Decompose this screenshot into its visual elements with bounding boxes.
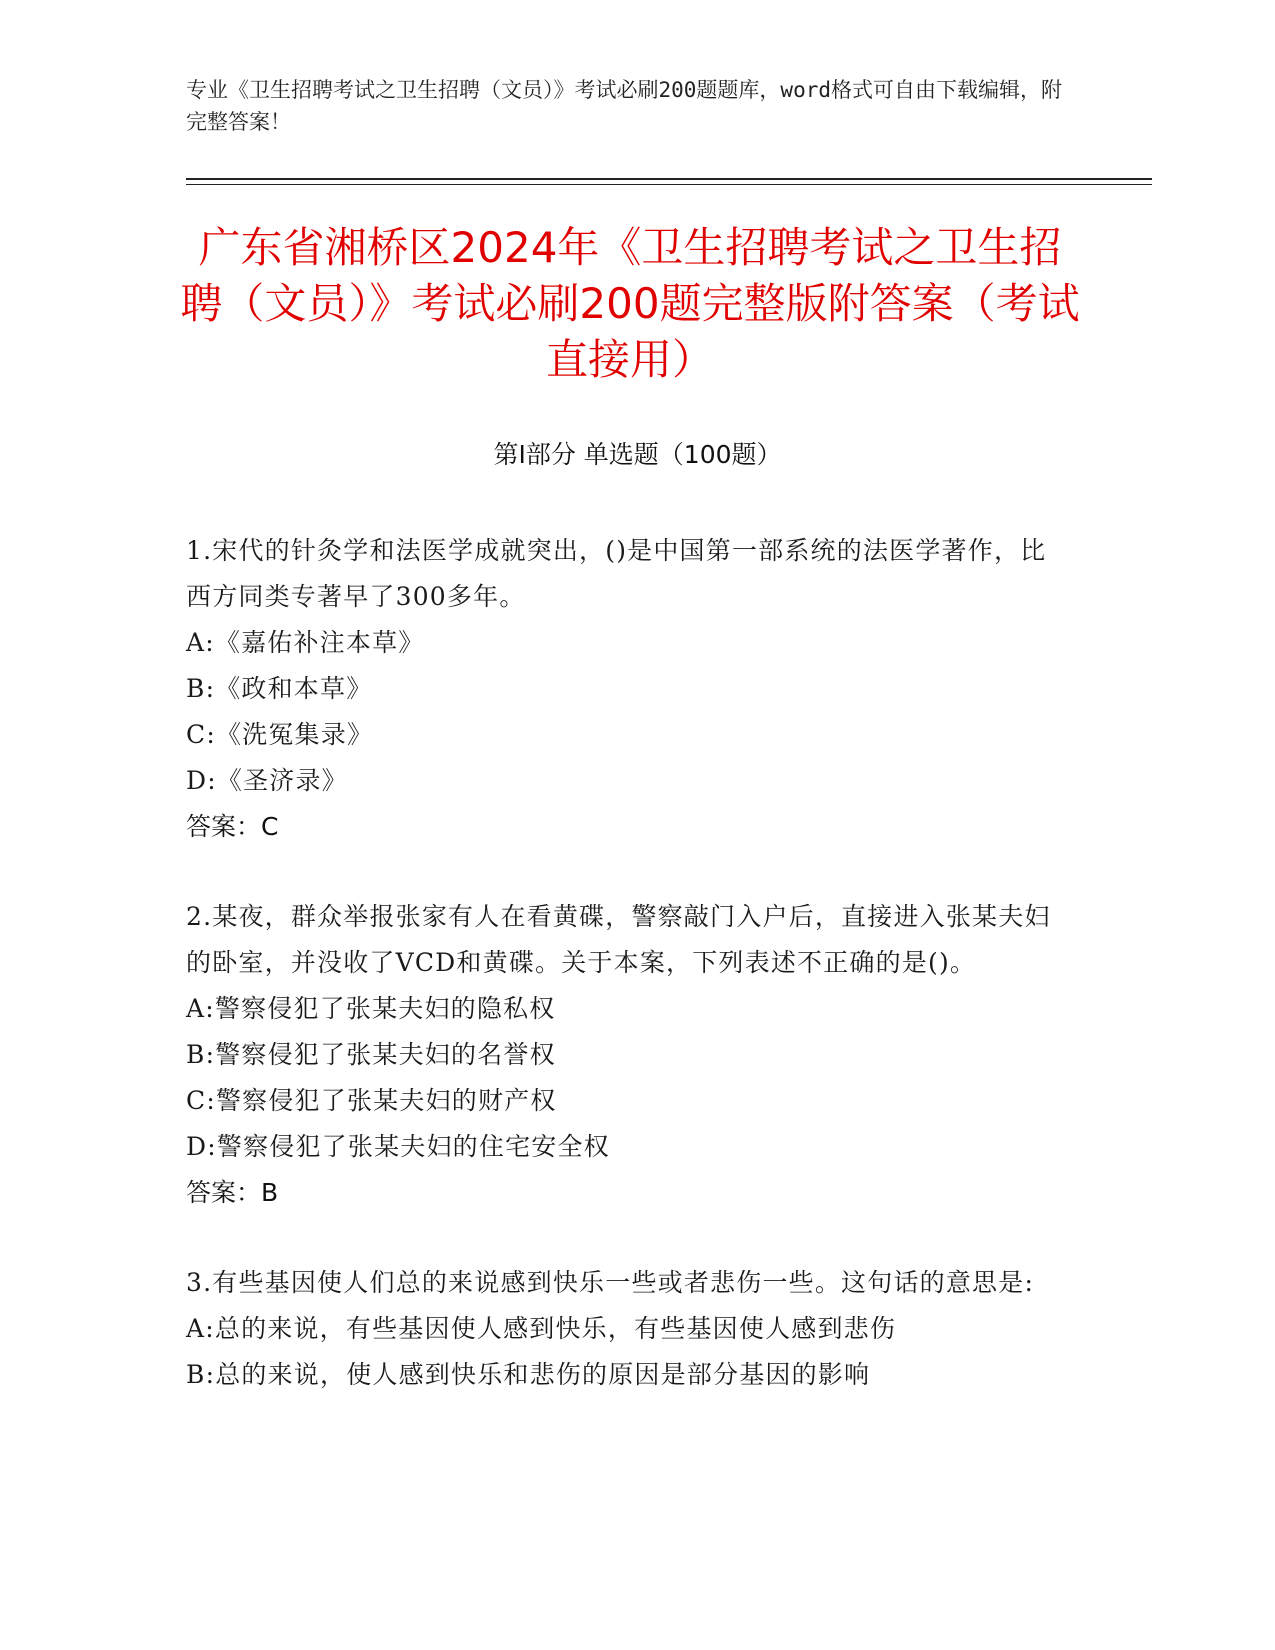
option-a: A:警察侵犯了张某夫妇的隐私权 xyxy=(186,994,556,1023)
option-c: C:《洗冤集录》 xyxy=(186,720,374,749)
option-a: A:《嘉佑补注本草》 xyxy=(186,628,425,657)
header-divider-thick xyxy=(186,178,1152,180)
option-b: B:总的来说，使人感到快乐和悲伤的原因是部分基因的影响 xyxy=(186,1360,871,1389)
option-c: C:警察侵犯了张某夫妇的财产权 xyxy=(186,1086,557,1115)
question-1 xyxy=(186,528,1066,850)
answer: 答案：C xyxy=(186,812,279,841)
answer: 答案：B xyxy=(186,1178,279,1207)
header-note: 专业《卫生招聘考试之卫生招聘（文员）》考试必刷200题题库，word格式可自由下载编辑，附完整答案！ xyxy=(186,78,1062,134)
section-title: 第Ⅰ部分 单选题（100题） xyxy=(493,440,782,469)
question-3 xyxy=(186,1260,1066,1398)
question-stem: 2.某夜，群众举报张家有人在看黄碟，警察敲门入户后，直接进入张某夫妇的卧室，并没收了VCD和黄碟。关于本案，下列表述不正确的是()。 xyxy=(186,902,1051,977)
option-d: D:《圣济录》 xyxy=(186,766,348,795)
option-d: D:警察侵犯了张某夫妇的住宅安全权 xyxy=(186,1132,610,1161)
option-a: A:总的来说，有些基因使人感到快乐，有些基因使人感到悲伤 xyxy=(186,1314,897,1343)
question-stem: 1.宋代的针灸学和法医学成就突出，()是中国第一部系统的法医学著作，比西方同类专著早了300多年。 xyxy=(186,536,1047,611)
header-divider-thin xyxy=(186,184,1152,185)
question-stem: 3.有些基因使人们总的来说感到快乐一些或者悲伤一些。这句话的意思是: xyxy=(186,1268,1035,1297)
document-title: 广东省湘桥区2024年《卫生招聘考试之卫生招聘（文员）》考试必刷200题完整版附答案（考试直接用） xyxy=(180,223,1080,384)
question-list xyxy=(186,528,1066,1442)
question-2 xyxy=(186,894,1066,1216)
option-b: B:警察侵犯了张某夫妇的名誉权 xyxy=(186,1040,556,1069)
option-b: B:《政和本草》 xyxy=(186,674,373,703)
